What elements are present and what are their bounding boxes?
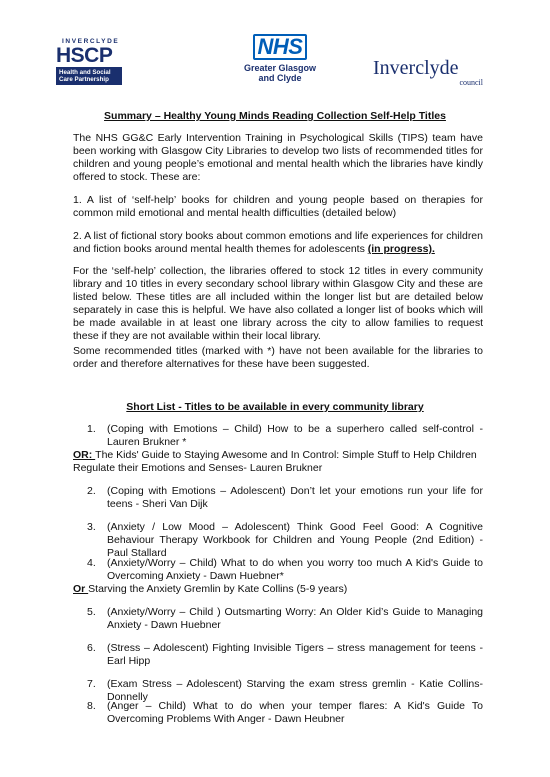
hscp-logo-sub-line-2: Care Partnership xyxy=(59,76,109,83)
alternative-lead: OR: xyxy=(73,449,96,461)
short-list-title: Short List - Titles to be available in every community library xyxy=(126,401,424,413)
list-item-text: (Stress – Adolescent) Fighting Invisible Tigers – stress management for teens - Earl Hipp xyxy=(107,642,483,667)
intro-paragraph: The NHS GG&C Early Intervention Training in Psychological Skills (TIPS) team have been working with Glasgow City Libraries to develop two lists of recommended titles for children and young people’s emotional and mental health which the libraries have kindly offered to stock. These are: xyxy=(73,132,483,183)
list-item-text: (Anxiety/Worry – Child ) Outsmarting Worry: An Older Kid’s Guide to Managing Anxiety - Dawn Huebner xyxy=(107,606,483,631)
document-title: Summary – Healthy Young Minds Reading Collection Self-Help Titles xyxy=(104,110,446,122)
inverclyde-logo-sub: council xyxy=(459,78,483,87)
list-item-number: 8. xyxy=(87,700,96,712)
nhs-ggc-logo xyxy=(230,34,330,83)
nhs-logo-mark: NHS xyxy=(253,34,308,60)
list-item-text: (Coping with Emotions – Adolescent) Don’t let your emotions run your life for teens - Sheri Van Dijk xyxy=(107,485,483,510)
collection-paragraph: For the ‘self-help’ collection, the libraries offered to stock 12 titles in every community library and 10 titles in every secondary school library within Glasgow City and these are listed below. These titles are all included within the longer list but are detailed below separately in case this is helpful. We have also collated a longer list of books which will be made available in at least one library across the city to allow families to request these if they are not available within their local library. xyxy=(73,265,483,342)
list-item-text: (Coping with Emotions – Child) How to be a superhero called self-control - Lauren Brukner * xyxy=(107,423,483,448)
list-item-number: 1. xyxy=(87,423,96,435)
inverclyde-logo-main: Inverclyde xyxy=(373,57,459,79)
hscp-logo-sub xyxy=(56,67,122,85)
list-two-text: 2. A list of fictional story books about common emotions and life experiences for children and fiction books around mental health themes for adolescents xyxy=(73,230,483,255)
list-item-number: 3. xyxy=(87,521,96,533)
alternative-lead: Or xyxy=(73,583,89,595)
nhs-logo-sub-line-1: Greater Glasgow xyxy=(243,63,317,73)
list-item-text: (Anxiety/Worry – Child) What to do when you worry too much A Kid's Guide to Overcoming Anxiety - Dawn Huebner* xyxy=(107,557,483,582)
list-item-number: 7. xyxy=(87,678,96,690)
list-item-text: (Exam Stress – Adolescent) Starving the exam stress gremlin - Katie Collins-Donnelly xyxy=(107,678,483,703)
list-item-number: 4. xyxy=(87,557,96,569)
list-item-number: 2. xyxy=(87,485,96,497)
alternative-title xyxy=(73,449,483,475)
recommended-paragraph: Some recommended titles (marked with *) have not been available for the libraries to order and therefore alternatives for these have been suggested. xyxy=(73,345,483,370)
list-item-number: 5. xyxy=(87,606,96,618)
list-item-number: 6. xyxy=(87,642,96,654)
list-two-paragraph xyxy=(73,230,483,256)
hscp-logo-sub-line-1: Health and Social xyxy=(59,69,111,76)
alternative-text: The Kids' Guide to Staying Awesome and In Control: Simple Stuff to Help Children Regulate their Emotions and Senses- Lauren Brukner xyxy=(73,449,477,474)
hscp-logo-main: HSCP xyxy=(56,44,113,67)
alternative-text: Starving the Anxiety Gremlin by Kate Collins (5-9 years) xyxy=(88,583,348,595)
nhs-logo-sub xyxy=(230,63,330,83)
inverclyde-council-logo xyxy=(373,58,483,87)
hscp-logo-top: INVERCLYDE xyxy=(62,38,120,45)
list-two-progress: (in progress). xyxy=(367,243,435,255)
list-one-paragraph: 1. A list of ‘self-help’ books for children and young people based on therapies for common mild emotional and mental health difficulties (detailed below) xyxy=(73,194,483,219)
nhs-logo-sub-line-2: and Clyde xyxy=(258,73,302,83)
alternative-title xyxy=(73,583,483,596)
list-item-text: (Anger – Child) What to do when your temper flares: A Kid's Guide To Overcoming Problems With Anger - Dawn Heubner xyxy=(107,700,483,725)
inverclyde-hscp-logo xyxy=(56,38,132,85)
list-item-text: (Anxiety / Low Mood – Adolescent) Think Good Feel Good: A Cognitive Behaviour Therapy Workbook for Children and Young People (2nd Edition) - Paul Stallard xyxy=(107,521,483,559)
